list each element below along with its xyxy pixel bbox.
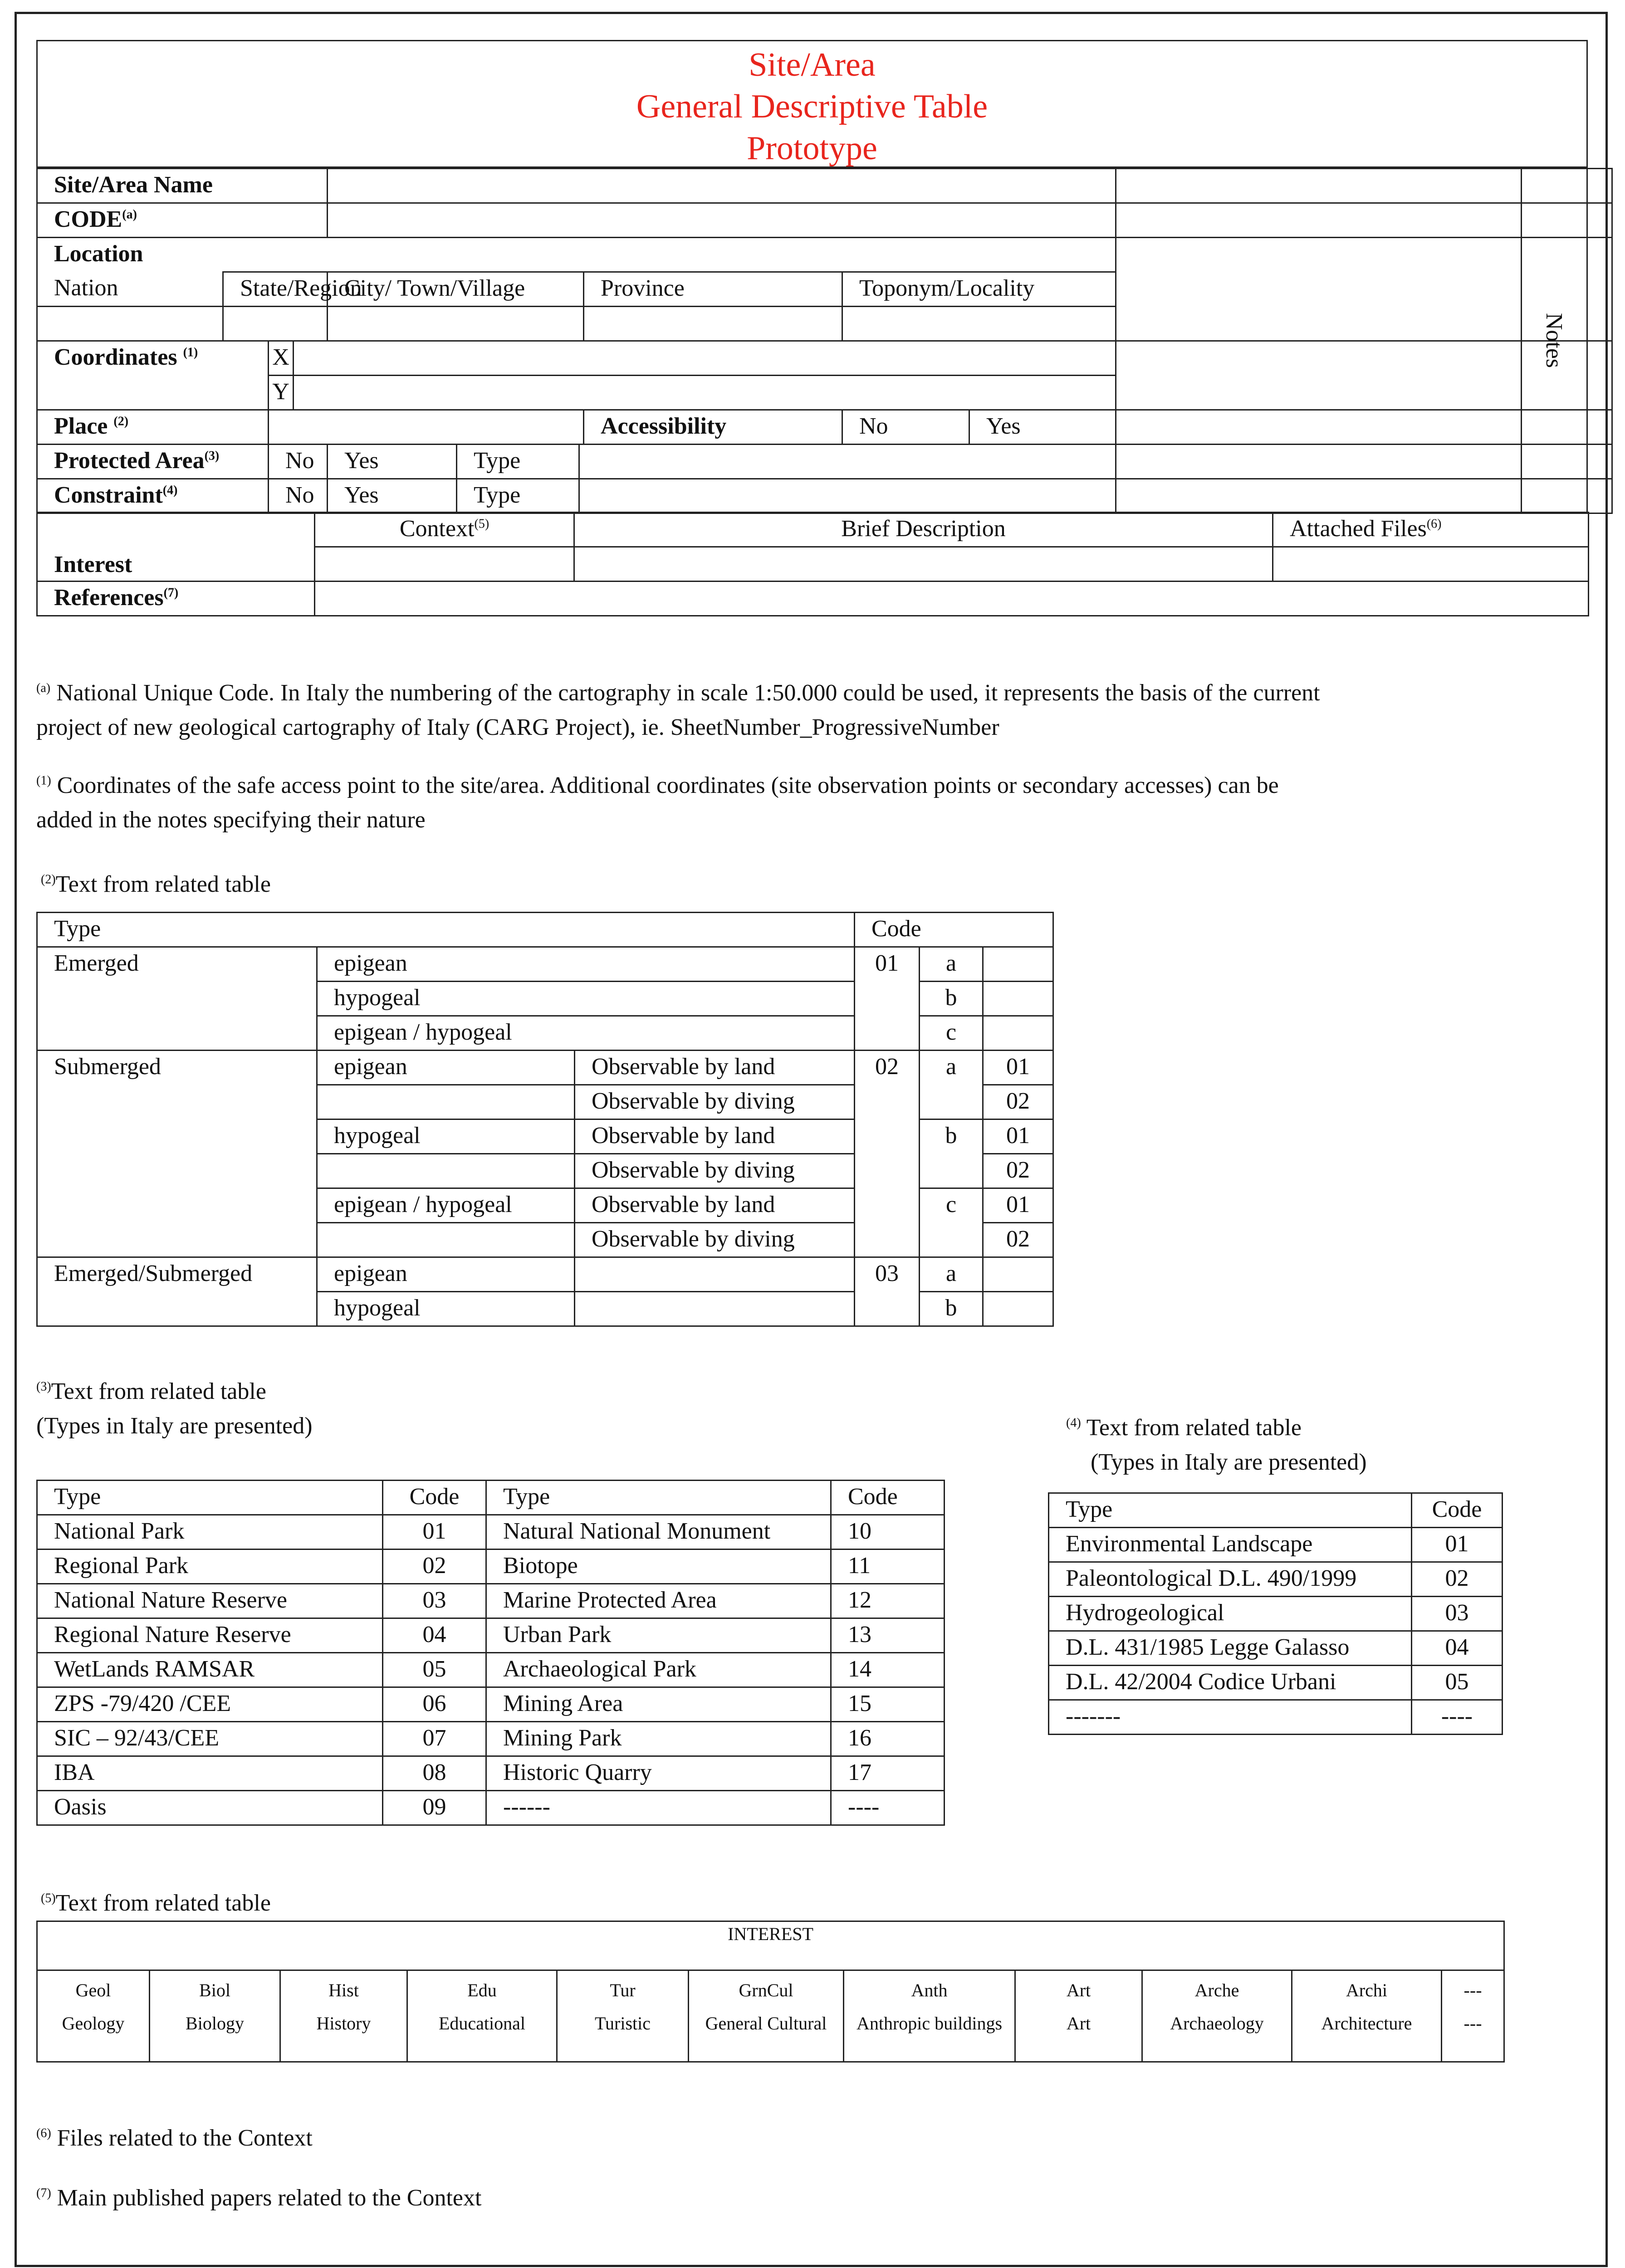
protected-cell-t2: Archaeological Park xyxy=(486,1653,831,1687)
interest-abbr: Geol xyxy=(37,1970,150,2009)
province-label: Province xyxy=(584,272,842,307)
submerged-hypogeal: hypogeal xyxy=(317,1119,575,1154)
es-hypogeal: hypogeal xyxy=(317,1292,575,1326)
interest-abbr: GrnCul xyxy=(689,1970,844,2009)
interest-full: History xyxy=(280,2009,407,2062)
es-epigean-blank xyxy=(575,1257,855,1292)
protected-row xyxy=(37,1653,945,1687)
protected-cell-t1: National Nature Reserve xyxy=(37,1584,383,1618)
interest-abbr: Arche xyxy=(1142,1970,1292,2009)
protected-cell-c2: 10 xyxy=(831,1515,945,1549)
protected-cell-t2: Mining Park xyxy=(486,1722,831,1756)
protected-cell-c1: 09 xyxy=(383,1791,486,1825)
place-code-header: Code xyxy=(855,913,1053,947)
es-code: 03 xyxy=(855,1257,920,1326)
submerged-label: Submerged xyxy=(37,1051,317,1257)
cons-type-header: Type xyxy=(1049,1493,1412,1528)
sub-hypogeal-diving: Observable by diving xyxy=(575,1154,855,1188)
protected-cell-c2: 12 xyxy=(831,1584,945,1618)
interest-form-table xyxy=(36,512,1589,616)
place-label: Place $^{(2)}$ xyxy=(37,410,269,445)
protected-cell-c2: 14 xyxy=(831,1653,945,1687)
protected-row xyxy=(37,1618,945,1653)
footnote-3: $^{(3)}$Text from related table (Types in Italy are presented) xyxy=(36,1378,313,1439)
sub-epigean-land: Observable by land xyxy=(575,1051,855,1085)
submerged-b-blank xyxy=(920,1154,983,1188)
notes-column-border xyxy=(1521,169,1588,512)
constraint-cell-t: Environmental Landscape xyxy=(1049,1528,1412,1562)
footnote-5: $^{(5)}$Text from related table xyxy=(41,1890,271,1916)
es-hypogeal-blank xyxy=(575,1292,855,1326)
constraint-cell-c: 01 xyxy=(1412,1528,1503,1562)
interest-title: INTEREST xyxy=(37,1921,1504,1970)
interest-abbr: Biol xyxy=(150,1970,280,2009)
descriptive-form-table xyxy=(36,168,1613,514)
protected-cell-c1: 06 xyxy=(383,1687,486,1722)
prot-type-header-1: Type xyxy=(37,1481,383,1515)
protected-no[interactable]: No xyxy=(269,445,328,479)
protected-cell-c1: 01 xyxy=(383,1515,486,1549)
place-type-table xyxy=(36,912,1054,1327)
constraint-cell-c: 02 xyxy=(1412,1562,1503,1597)
coord-x-field[interactable] xyxy=(294,341,1116,376)
interest-full: General Cultural xyxy=(689,2009,844,2062)
state-region-field[interactable] xyxy=(223,307,328,341)
sub-a-02: 02 xyxy=(983,1085,1053,1119)
coord-y-label: Y xyxy=(269,376,294,410)
footnote-6: $^{(6)}$ Files related to the Context xyxy=(36,2125,313,2151)
protected-type-label: Type xyxy=(457,445,579,479)
constraint-cell-c: 05 xyxy=(1412,1666,1503,1700)
province-field[interactable] xyxy=(584,307,842,341)
constraint-table xyxy=(1048,1492,1503,1735)
sub-epigean-diving: Observable by diving xyxy=(575,1085,855,1119)
emerged-b: b xyxy=(920,982,983,1016)
constraint-type-field[interactable] xyxy=(579,479,1116,513)
accessibility-label: Accessibility xyxy=(584,410,842,445)
place-field[interactable] xyxy=(269,410,584,445)
prot-code-header-1: Code xyxy=(383,1481,486,1515)
interest-full: Architecture xyxy=(1292,2009,1442,2062)
interest-label: Interest xyxy=(37,513,315,582)
protected-row xyxy=(37,1722,945,1756)
context-field[interactable] xyxy=(315,547,574,582)
es-b-sub xyxy=(983,1292,1053,1326)
emerged-epigean: epigean xyxy=(317,947,855,982)
references-label: References$^{(7)}$ xyxy=(37,582,315,616)
emerged-a: a xyxy=(920,947,983,982)
state-region-label: State/Region xyxy=(223,272,328,307)
sub-c-02: 02 xyxy=(983,1223,1053,1257)
interest-full: Archaeology xyxy=(1142,2009,1292,2062)
interest-full: Anthropic buildings xyxy=(844,2009,1015,2062)
protected-cell-c2: ---- xyxy=(831,1791,945,1825)
interest-abbr: --- xyxy=(1442,1970,1504,2009)
protected-cell-t2: ------ xyxy=(486,1791,831,1825)
protected-row xyxy=(37,1756,945,1791)
code-field[interactable] xyxy=(328,203,1116,238)
title-line-3: Prototype xyxy=(747,130,877,167)
attached-files-field[interactable] xyxy=(1273,547,1589,582)
protected-cell-t2: Biotope xyxy=(486,1549,831,1584)
footnote-2: $^{(2)}$Text from related table xyxy=(41,871,271,897)
protected-cell-t1: IBA xyxy=(37,1756,383,1791)
sub-eh-diving: Observable by diving xyxy=(575,1223,855,1257)
emerged-code: 01 xyxy=(855,947,920,1051)
location-label: Location xyxy=(37,238,1116,272)
title-line-1: Site/Area xyxy=(749,46,876,83)
protected-cell-t2: Mining Area xyxy=(486,1687,831,1722)
interest-full: Educational xyxy=(407,2009,557,2062)
protected-row xyxy=(37,1515,945,1549)
constraint-row xyxy=(1049,1631,1503,1666)
protected-cell-c1: 07 xyxy=(383,1722,486,1756)
protected-cell-c1: 05 xyxy=(383,1653,486,1687)
sub-b-01: 01 xyxy=(983,1119,1053,1154)
interest-abbr: Hist xyxy=(280,1970,407,2009)
submerged-c-blank xyxy=(920,1223,983,1257)
constraint-cell-c: 04 xyxy=(1412,1631,1503,1666)
interest-abbr: Art xyxy=(1015,1970,1142,2009)
protected-yes[interactable]: Yes xyxy=(328,445,457,479)
constraint-cell-t: Paleontological D.L. 490/1999 xyxy=(1049,1562,1412,1597)
accessibility-yes[interactable]: Yes xyxy=(969,410,1116,445)
submerged-a-blank xyxy=(920,1085,983,1119)
protected-row xyxy=(37,1584,945,1618)
protected-cell-c1: 08 xyxy=(383,1756,486,1791)
nation-field[interactable] xyxy=(37,307,223,341)
interest-full: Turistic xyxy=(557,2009,689,2062)
site-name-label: Site/Area Name xyxy=(37,169,328,203)
interest-abbr: Archi xyxy=(1292,1970,1442,2009)
emerged-b-sub xyxy=(983,982,1053,1016)
constraint-row xyxy=(1049,1700,1503,1735)
emerged-hypogeal: hypogeal xyxy=(317,982,855,1016)
constraint-label: Constraint$^{(4)}$ xyxy=(37,479,269,513)
coord-y-field[interactable] xyxy=(294,376,1116,410)
protected-cell-t1: Regional Park xyxy=(37,1549,383,1584)
emerged-submerged-label: Emerged/Submerged xyxy=(37,1257,317,1326)
interest-abbr: Edu xyxy=(407,1970,557,2009)
constraint-row xyxy=(1049,1597,1503,1631)
footnote-1: $^{(1)}$ Coordinates of the safe access point to the site/area. Additional coordinates (site observation points or secondary accesses) can be added in the notes specifying their nature xyxy=(36,772,1279,833)
city-field[interactable] xyxy=(328,307,584,341)
emerged-label: Emerged xyxy=(37,947,317,1051)
toponym-field[interactable] xyxy=(842,307,1116,341)
protected-cell-c1: 04 xyxy=(383,1618,486,1653)
interest-abbr: Anth xyxy=(844,1970,1015,2009)
brief-description-header: Brief Description xyxy=(574,513,1273,547)
emerged-epigean-hypogeal: epigean / hypogeal xyxy=(317,1016,855,1051)
sub-a-01: 01 xyxy=(983,1051,1053,1085)
notes-label: Notes xyxy=(1541,313,1567,368)
city-label: City/ Town/Village xyxy=(328,272,584,307)
prot-type-header-2: Type xyxy=(486,1481,831,1515)
constraint-row xyxy=(1049,1528,1503,1562)
emerged-c-sub xyxy=(983,1016,1053,1051)
sub-c-01: 01 xyxy=(983,1188,1053,1223)
submerged-epigean-blank xyxy=(317,1085,575,1119)
title-block xyxy=(36,40,1588,168)
es-b: b xyxy=(920,1292,983,1326)
protected-cell-t1: ZPS -79/420 /CEE xyxy=(37,1687,383,1722)
coordinates-label: Coordinates $^{(1)}$ xyxy=(37,341,269,410)
interest-abbr: Tur xyxy=(557,1970,689,2009)
constraint-type-label: Type xyxy=(457,479,579,513)
emerged-a-sub xyxy=(983,947,1053,982)
interest-full: Art xyxy=(1015,2009,1142,2062)
references-field[interactable] xyxy=(315,582,1589,616)
footnote-a: $^{(a)}$ National Unique Code. In Italy the numbering of the cartography in scale 1:50.000 could be used, it represents the basis of the current project of new geological cartography of Italy (CARG Project), ie. SheetNumber_ProgressiveNumber xyxy=(36,680,1320,740)
submerged-eh-blank xyxy=(317,1223,575,1257)
protected-area-label: Protected Area$^{(3)}$ xyxy=(37,445,269,479)
site-name-field[interactable] xyxy=(328,169,1116,203)
code-label: CODE$^{(a)}$ xyxy=(37,203,328,238)
protected-cell-t1: SIC – 92/43/CEE xyxy=(37,1722,383,1756)
sub-hypogeal-land: Observable by land xyxy=(575,1119,855,1154)
context-header: Context$^{(5)}$ xyxy=(315,513,574,547)
protected-cell-t1: Oasis xyxy=(37,1791,383,1825)
coord-x-label: X xyxy=(269,341,294,376)
submerged-c: c xyxy=(920,1188,983,1223)
protected-cell-c2: 13 xyxy=(831,1618,945,1653)
protected-type-field[interactable] xyxy=(579,445,1116,479)
submerged-epigean-hypogeal: epigean / hypogeal xyxy=(317,1188,575,1223)
brief-description-field[interactable] xyxy=(574,547,1273,582)
constraint-cell-c: 03 xyxy=(1412,1597,1503,1631)
protected-cell-c1: 02 xyxy=(383,1549,486,1584)
protected-cell-t2: Marine Protected Area xyxy=(486,1584,831,1618)
protected-cell-c2: 17 xyxy=(831,1756,945,1791)
protected-cell-c1: 03 xyxy=(383,1584,486,1618)
protected-cell-t1: Regional Nature Reserve xyxy=(37,1618,383,1653)
interest-full: Geology xyxy=(37,2009,150,2062)
footnote-7: $^{(7)}$ Main published papers related to the Context xyxy=(36,2185,482,2211)
constraint-yes[interactable]: Yes xyxy=(328,479,457,513)
protected-cell-t2: Natural National Monument xyxy=(486,1515,831,1549)
submerged-epigean: epigean xyxy=(317,1051,575,1085)
attached-files-header: Attached Files$^{(6)}$ xyxy=(1273,513,1589,547)
protected-cell-t2: Urban Park xyxy=(486,1618,831,1653)
sub-eh-land: Observable by land xyxy=(575,1188,855,1223)
constraint-cell-t: ------- xyxy=(1049,1700,1412,1735)
constraint-cell-c: ---- xyxy=(1412,1700,1503,1735)
footnote-4: $^{(4)}$ Text from related table (Types in Italy are presented) xyxy=(1066,1415,1367,1475)
submerged-code: 02 xyxy=(855,1051,920,1257)
submerged-b: b xyxy=(920,1119,983,1154)
sub-b-02: 02 xyxy=(983,1154,1053,1188)
protected-cell-c2: 16 xyxy=(831,1722,945,1756)
protected-cell-t1: WetLands RAMSAR xyxy=(37,1653,383,1687)
interest-code-table xyxy=(36,1921,1505,2063)
es-epigean: epigean xyxy=(317,1257,575,1292)
es-a-sub xyxy=(983,1257,1053,1292)
constraint-cell-t: Hydrogeological xyxy=(1049,1597,1412,1631)
nation-label: Nation xyxy=(37,272,223,307)
protected-cell-t2: Historic Quarry xyxy=(486,1756,831,1791)
title-line-2: General Descriptive Table xyxy=(636,88,988,125)
constraint-no[interactable]: No xyxy=(269,479,328,513)
protected-row xyxy=(37,1549,945,1584)
constraint-row xyxy=(1049,1562,1503,1597)
protected-row xyxy=(37,1687,945,1722)
constraint-row xyxy=(1049,1666,1503,1700)
protected-cell-c2: 15 xyxy=(831,1687,945,1722)
protected-row xyxy=(37,1791,945,1825)
constraint-cell-t: D.L. 431/1985 Legge Galasso xyxy=(1049,1631,1412,1666)
prot-code-header-2: Code xyxy=(831,1481,945,1515)
submerged-a: a xyxy=(920,1051,983,1085)
es-a: a xyxy=(920,1257,983,1292)
place-type-header: Type xyxy=(37,913,855,947)
protected-cell-t1: National Park xyxy=(37,1515,383,1549)
accessibility-no[interactable]: No xyxy=(842,410,969,445)
emerged-c: c xyxy=(920,1016,983,1051)
cons-code-header: Code xyxy=(1412,1493,1503,1528)
protected-area-table xyxy=(36,1480,945,1826)
toponym-label: Toponym/Locality xyxy=(842,272,1116,307)
constraint-cell-t: D.L. 42/2004 Codice Urbani xyxy=(1049,1666,1412,1700)
protected-cell-c2: 11 xyxy=(831,1549,945,1584)
interest-full: Biology xyxy=(150,2009,280,2062)
interest-full: --- xyxy=(1442,2009,1504,2062)
submerged-hypogeal-blank xyxy=(317,1154,575,1188)
